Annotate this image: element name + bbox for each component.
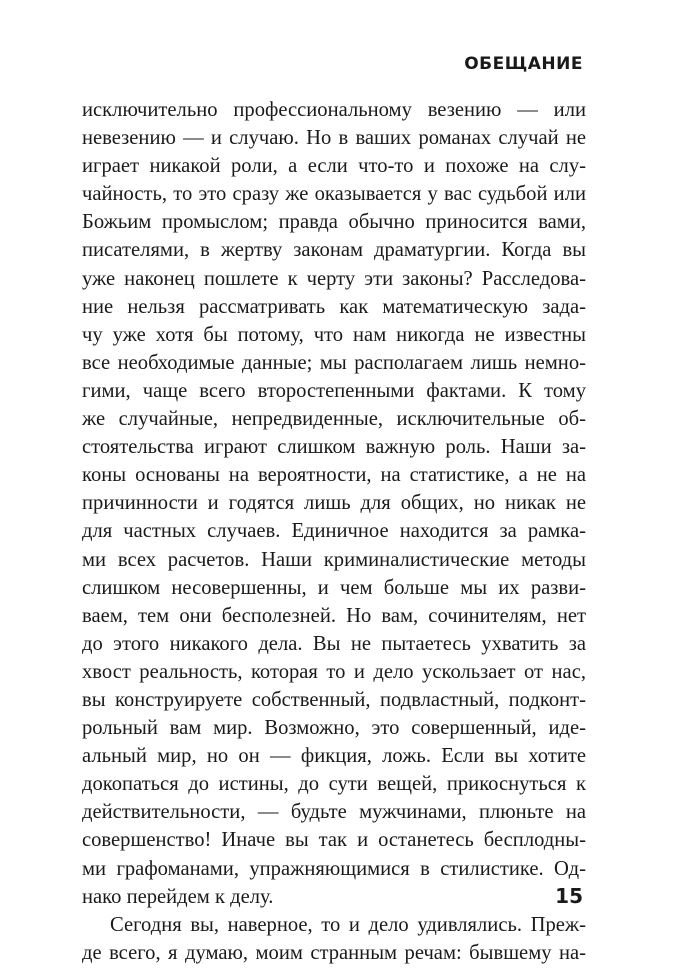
running-title: ОБЕЩАНИЕ: [464, 54, 583, 74]
paragraph-1: [82, 96, 586, 911]
text-line: для частных случаев. Единичное находится за рамка-: [82, 520, 586, 543]
text-line: чайность, то это сразу же оказывается у вас судьбой или: [82, 183, 586, 206]
text-line: ние нельзя рассматривать как математическую зада-: [82, 295, 586, 318]
text-line: докопаться до истины, до сути вещей, прикоснуться к: [82, 773, 586, 796]
text-line: слишком несовершенны, и чем больше мы их разви-: [82, 576, 586, 599]
text-line: Сегодня вы, наверное, то и дело удивлялись. Преж-: [110, 913, 586, 936]
text-line: ми графоманами, упражняющимися в стилистике. Од-: [82, 857, 586, 880]
text-line: альный мир, но он — фикция, ложь. Если вы хотите: [82, 745, 586, 768]
text-line: действительности, — будьте мужчинами, плюньте на: [82, 801, 586, 824]
text-line: де всего, я думаю, моим странным речам: бывшему на-: [82, 941, 586, 964]
text-line: невезению — и случаю. Но в ваших романах случай не: [82, 127, 586, 150]
text-line: же случайные, непредвиденные, исключительные об-: [82, 408, 586, 431]
text-line: нако перейдем к делу.: [82, 885, 274, 908]
text-line: чу уже хотя бы потому, что нам никогда не известны: [82, 323, 586, 346]
text-line: коны основаны на вероятности, на статистике, а не на: [82, 464, 586, 487]
text-line: ваем, тем они бесполезней. Но вам, сочинителям, нет: [82, 604, 586, 627]
text-line: причинности и годятся лишь для общих, но никак не: [82, 492, 586, 515]
paragraph-2: [82, 911, 586, 967]
text-line: совершенство! Иначе вы так и останетесь бесплодны-: [82, 829, 586, 852]
text-line: стоятельства играют слишком важную роль. Наши за-: [82, 436, 586, 459]
text-line: уже наконец пошлете к черту эти законы? Расследова-: [82, 267, 586, 290]
body-text: [82, 96, 586, 967]
text-line: ми всех расчетов. Наши криминалистические методы: [82, 548, 586, 571]
text-line: писателями, в жертву законам драматургии. Когда вы: [82, 239, 586, 262]
text-line: Божьим промыслом; правда обычно приносится вами,: [82, 211, 586, 234]
text-line: хвост реальность, которая то и дело ускользает от нас,: [82, 660, 586, 683]
text-line: все необходимые данные; мы располагаем лишь немно-: [82, 351, 586, 374]
text-line: вы конструируете собственный, подвластный, подконт-: [82, 688, 586, 711]
text-line: играет никакой роли, а если что-то и похоже на слу-: [82, 155, 586, 178]
text-line: гими, чаще всего второстепенными фактами. К тому: [82, 379, 586, 402]
text-line: исключительно профессиональному везению — или: [82, 99, 586, 121]
text-line: до этого никакого дела. Вы не пытаетесь ухватить за: [82, 632, 586, 655]
text-line: рольный вам мир. Возможно, это совершенный, иде-: [82, 717, 586, 740]
page-number: 15: [555, 884, 583, 908]
